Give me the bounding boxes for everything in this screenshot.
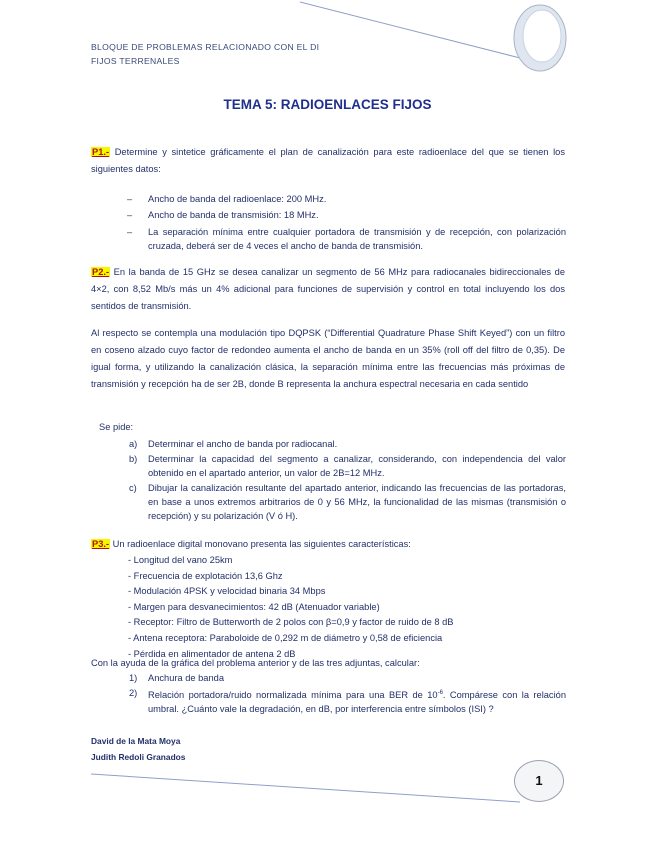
- list-item-text: Ancho de banda del radioenlace: 200 MHz.: [148, 194, 327, 204]
- problem-3-tag: P3.-: [92, 539, 110, 549]
- list-item: - Margen para desvanecimientos: 42 dB (Atenuador variable): [128, 601, 380, 612]
- exponent: -6: [437, 690, 443, 696]
- author-2: Judith Redoli Granados: [91, 752, 186, 762]
- list-item-text: Dibujar la canalización resultante del apartado anterior, indicando las frecuencias de las portadoras, en base a unos extremos arbitrarios de 0 y 56 MHz, la funcionalidad de las mismas (transmisión o recepción) y su polarización (V ó H).: [148, 483, 566, 521]
- dash-bullet: –: [127, 194, 133, 204]
- problem-1-list: [0, 192, 655, 256]
- page-number: 1: [514, 760, 564, 802]
- problem-1-statement: [91, 144, 565, 178]
- problem-3-text: Un radioenlace digital monovano presenta las siguientes características:: [110, 539, 411, 549]
- problem-2-list: [0, 437, 655, 527]
- problem-2-tag: P2.-: [92, 267, 110, 277]
- dash-bullet: –: [127, 210, 133, 220]
- list-item: - Frecuencia de explotación 13,6 Ghz: [128, 570, 283, 581]
- text-after: . Compárese con la relación umbral. ¿Cuánto vale la degradación, en dB, por interferencia entre símbolos (ISI) ?: [148, 690, 566, 715]
- list-item-text: Determinar la capacidad del segmento a canalizar, considerando, con independencia del valor obtenido en el apartado anterior, un valor de 2B=12 MHz.: [148, 454, 566, 478]
- characteristics-list: [128, 553, 454, 662]
- header-line-1: BLOQUE DE PROBLEMAS RELACIONADO CON EL DI: [91, 42, 320, 52]
- problem-3-questions: [0, 671, 655, 731]
- problem-2-paragraph: Al respecto se contempla una modulación tipo DQPSK (“Differential Quadrature Phase Shift Keyed”) con un filtro en coseno alzado cuyo factor de redondeo aumenta el ancho de banda en un 35% (roll off del filtro de 0,35). De igual forma, y utilizando la canalización clásica, la separación mínima entre las frecuencias más próximas de transmisión y recepción ha de ser 2B, donde B representa la anchura espectral necesaria en cada sentido: [91, 328, 565, 389]
- list-item-text: La separación mínima entre cualquier portadora de transmisión y de recepción, con polarización cruzada, deberá ser de 4 veces el ancho de banda de transmisión.: [148, 227, 566, 251]
- item-label: a): [129, 439, 138, 449]
- item-label: b): [129, 454, 138, 464]
- list-item: - Longitud del vano 25km: [128, 555, 233, 565]
- item-label: 1): [129, 673, 138, 683]
- list-item-text: Determinar el ancho de banda por radiocanal.: [148, 439, 338, 449]
- text-before: Relación portadora/ruido normalizada mínima para una BER de 10: [148, 690, 438, 701]
- list-item: - Receptor: Filtro de Butterworth de 2 polos con β=0,9 y factor de ruido de 8 dB: [128, 617, 454, 628]
- list-item: - Modulación 4PSK y velocidad binaria 34 Mbps: [128, 586, 326, 597]
- running-header: [91, 40, 391, 68]
- se-pide-label: Se pide:: [99, 422, 134, 432]
- author-1: David de la Mata Moya: [91, 736, 181, 746]
- list-item: - Pérdida en alimentador de antena 2 dB: [128, 648, 296, 659]
- page-title: TEMA 5: RADIOENLACES FIJOS: [223, 97, 432, 112]
- item-label: 2): [129, 688, 138, 698]
- problem-3-intro: Con la ayuda de la gráfica del problema anterior y de las tres adjuntas, calcular:: [91, 658, 420, 668]
- problem-2-text: En la banda de 15 GHz se desea canalizar un segmento de 56 MHz para radiocanales bidireccionales de 4×2, con 8,52 Mb/s más un 4% adicional para funciones de supervisión y control en total incluyendo los dos sentidos de transmisión.: [91, 267, 565, 311]
- list-item-text: [148, 686, 566, 716]
- problem-1-tag: P1.-: [92, 147, 110, 157]
- problem-2-statement: [91, 264, 565, 315]
- problem-3-statement: [91, 536, 565, 553]
- dash-bullet: –: [127, 227, 133, 237]
- list-item: - Antena receptora: Paraboloide de 0,292 m de diámetro y 0,58 de eficiencia: [128, 632, 443, 643]
- list-item-text: Ancho de banda de transmisión: 18 MHz.: [148, 210, 319, 220]
- list-item-text: Anchura de banda: [148, 673, 224, 683]
- header-line-2: FIJOS TERRENALES: [91, 56, 180, 66]
- item-label: c): [129, 483, 137, 493]
- problem-1-text: Determine y sintetice gráficamente el plan de canalización para este radioenlace del que se tienen los siguientes datos:: [91, 147, 565, 174]
